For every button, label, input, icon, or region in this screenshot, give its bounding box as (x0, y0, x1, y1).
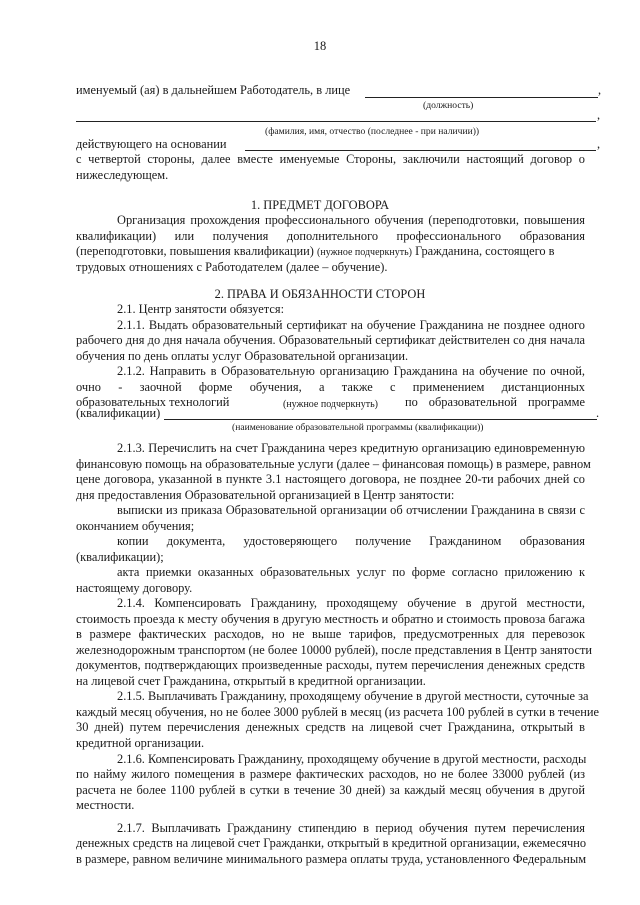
clause-2-1-3: финансовую помощь на образовательные услуги (далее – финансовая помощь) в размере, равном (76, 457, 591, 471)
clause-2-1-4: в размере фактических расходов, но не выше тарифов, предусмотренных для перевозок (76, 627, 585, 641)
intro-comma-2: , (597, 108, 601, 122)
clause-2-1-4: 2.1.4. Компенсировать Гражданину, проходящему обучение в другой местности, (117, 596, 585, 610)
clause-2-1-1: рабочего дня до дня начала обучения. Образовательный сертификат действителен со дня начала (76, 333, 585, 347)
hint-full-name: (фамилия, имя, отчество (последнее - при наличии)) (265, 126, 480, 137)
page-number: 18 (313, 39, 327, 53)
clause-2-1-3: выписки из приказа Образовательной организации об отчислении Гражданина в связи с (117, 503, 585, 517)
clause-2-1-5: 30 дней) путем перечисления денежных средств на лицевой счет Гражданина, открытый в (76, 720, 585, 734)
hint-underline: (нужное подчеркнуть) (283, 399, 378, 410)
intro-line-basis: действующего на основании (76, 137, 227, 151)
clause-2-1-7: 2.1.7. Выплачивать Гражданину стипендию в период обучения путем перечисления (117, 821, 585, 835)
clause-2-1-6: по найму жилого помещения в размере фактических расходов, но не более 33000 рублей (из (76, 767, 585, 781)
clause-2-1-2: очно - заочной форме обучения, а также с применением дистанционных (76, 380, 585, 394)
clause-2-1-6: местности. (76, 798, 135, 812)
clause-2-1-7: денежных средств на лицевой счет Гражданки, открытый в кредитной организации, ежемесячно (76, 836, 587, 850)
clause-2-1-3: цене договора, указанной в пункте 3.1 настоящего договора, не позднее 20-ти рабочих дней со (76, 472, 585, 486)
clause-2-1-4: документов, подтверждающих произведенные расходы, путем перечисления денежных средств (76, 658, 585, 672)
clause-2-1-2-b: по образовательной программе (405, 395, 585, 409)
clause-2-1: 2.1. Центр занятости обязуется: (117, 302, 285, 316)
clause-2-1-7: в размере, равном величине минимального размера оплаты труда, установленного Федеральным (76, 852, 587, 866)
section1-text: Гражданина, состоящего в (415, 244, 555, 258)
clause-2-1-3: акта приемки оказанных образовательных услуг по форме согласно приложению к (117, 565, 585, 579)
clause-2-1-5: 2.1.5. Выплачивать Гражданину, проходящему обучение в другой местности, суточные за (117, 689, 589, 703)
section1-hint: (нужное подчеркнуть) (317, 247, 412, 258)
clause-2-1-1: 2.1.1. Выдать образовательный сертификат на обучение Гражданина не позднее одного (117, 318, 585, 332)
clause-2-1-2-a: образовательных технологий (76, 395, 230, 409)
clause-2-1-1: обучения по день оплаты услуг Образовательной организации. (76, 349, 409, 363)
hint-position: (должность) (423, 100, 474, 111)
blank-full-name (76, 121, 596, 122)
section1-line: Организация прохождения профессионального обучения (переподготовки, повышения (117, 213, 585, 227)
intro-line-parties: с четвертой стороны, далее вместе именуемые Стороны, заключили настоящий договор о (76, 152, 585, 166)
clause-2-1-6: 2.1.6. Компенсировать Гражданину, проходящему обучение в другой местности, расходы (117, 752, 587, 766)
hint-program: (наименование образовательной программы (квалификации)) (232, 422, 484, 433)
clause-2-1-3: настоящему договору. (76, 581, 193, 595)
section2-title: 2. ПРАВА И ОБЯЗАННОСТИ СТОРОН (214, 287, 426, 301)
clause-2-1-3: 2.1.3. Перечислить на счет Гражданина через кредитную организацию единовременную (117, 441, 585, 455)
section1-line: трудовых отношениях с Работодателем (далее – обучение). (76, 260, 388, 274)
clause-2-1-6: расчета не более 1100 рублей в сутки в течение 30 дней) за каждый месяц обучения в другой (76, 783, 585, 797)
blank-basis (245, 150, 596, 151)
section1-line (76, 244, 555, 261)
section1-text: (переподготовки, повышения квалификации) (76, 244, 314, 258)
section1-line: квалификации) или получения дополнительного профессионального образования (76, 229, 585, 243)
intro-comma-1: , (598, 83, 602, 97)
clause-2-1-3: (квалификации); (76, 550, 164, 564)
clause-2-1-3: копии документа, удостоверяющего получение Гражданином образования (117, 534, 585, 548)
intro-comma-3: , (597, 137, 601, 151)
blank-position (365, 97, 598, 98)
clause-2-1-4: на лицевой счет Гражданина, открытый в кредитной организации. (76, 674, 426, 688)
clause-2-1-2-hint (283, 396, 378, 413)
clause-2-1-3: дня предоставления Образовательной организацией в Центр занятости: (76, 488, 455, 502)
intro-line-employer: именуемый (ая) в дальнейшем Работодатель, в лице (76, 83, 351, 97)
section1-title: 1. ПРЕДМЕТ ДОГОВОРА (250, 198, 390, 212)
clause-2-1-2: 2.1.2. Направить в Образовательную организацию Гражданина на обучение по очной, (117, 364, 585, 378)
clause-2-1-4: железнодорожным транспортом (не более 10000 рублей), после представления в Центр занятости (76, 643, 593, 657)
intro-line-end: нижеследующем. (76, 168, 169, 182)
clause-2-1-2-c: (квалификации) (76, 406, 161, 420)
clause-2-1-3: окончанием обучения; (76, 519, 195, 533)
clause-2-1-4: стоимость проезда к месту обучения в другую местность и обратно и стоимость провоза багажа (76, 612, 585, 626)
clause-2-1-2-dot: . (596, 406, 600, 420)
clause-2-1-5: каждый месяц обучения, но не более 3000 рублей в месяц (из расчета 100 рублей в сутки в течение (76, 705, 600, 719)
clause-2-1-5: кредитной организации. (76, 736, 205, 750)
